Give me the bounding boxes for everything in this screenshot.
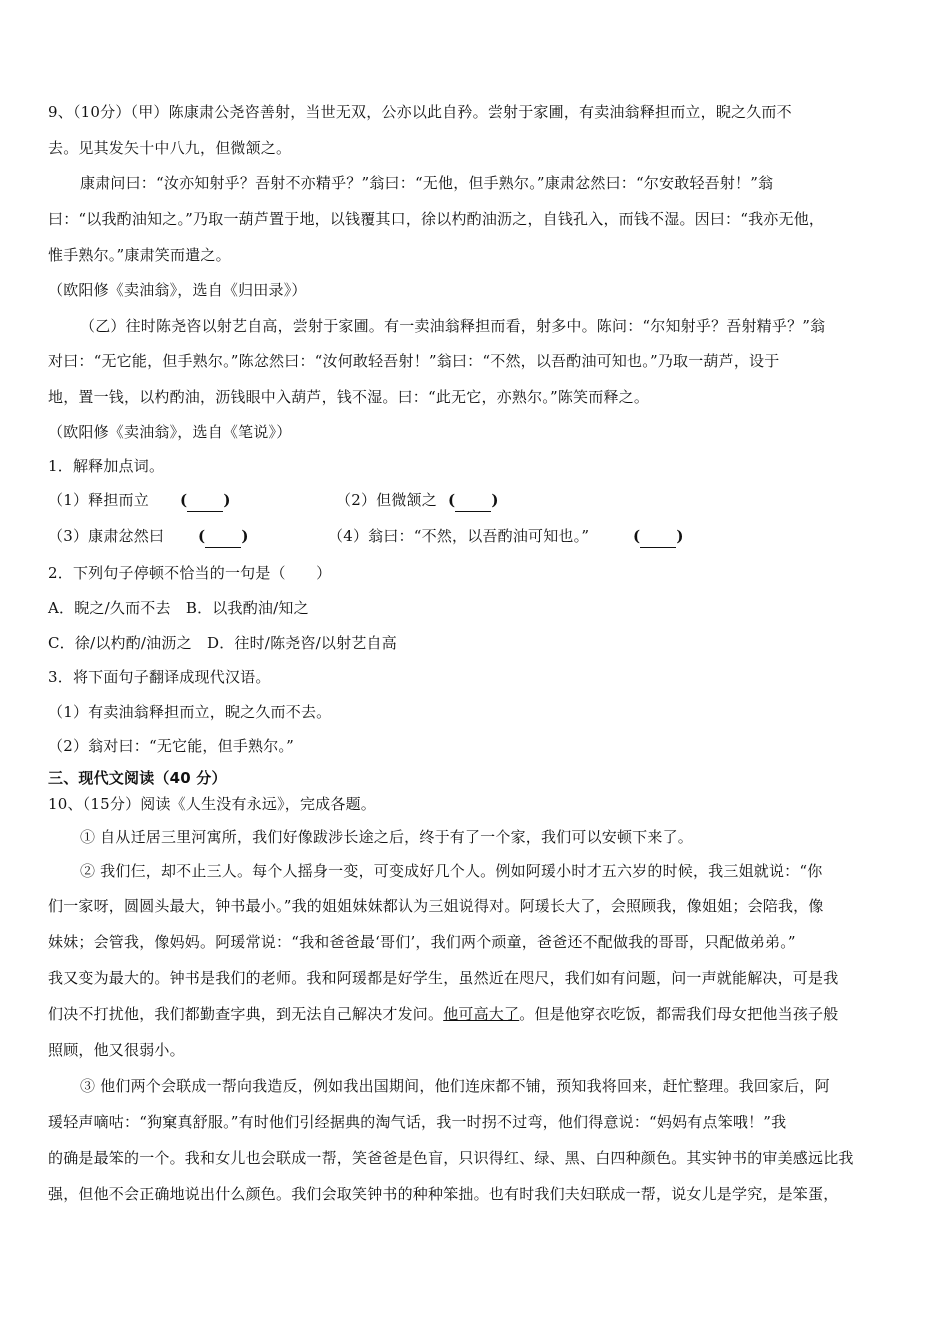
q10-paragraph2-line6: 照顾，他又很弱小。 — [48, 1041, 185, 1059]
q10-paragraph3-line3: 的确是最笨的一个。我和女儿也会联成一帮，笑爸爸是色盲，只识得红、绿、黑、白四种颜色。其实钟书的审美感远比我 — [48, 1149, 854, 1167]
q10-paragraph3-line4: 强，但他不会正确地说出什么颜色。我们会取笑钟书的种种笨拙。也有时我们夫妇联成一帮，说女儿是学究，是笨蛋， — [48, 1185, 839, 1203]
q9-paragraph2-line3: 惟手熟尔。”康肃笑而遣之。 — [48, 246, 231, 264]
q10-paragraph2-line4: 我又变为最大的。钟书是我们的老师。我和阿瑗都是好学生，虽然近在咫尺，我们如有问题，问一声就能解决，可是我 — [48, 969, 839, 987]
question-1-title: 1．解释加点词。 — [48, 457, 165, 475]
source-note-1: （欧阳修《卖油翁》，选自《归田录》） — [48, 281, 307, 299]
q9-yi-line2: 对曰：“无它能，但手熟尔。”陈忿然曰：“汝何敢轻吾射！”翁曰：“不然，以吾酌油可知也。”乃取一葫芦，设于 — [48, 352, 780, 370]
question-2-title: 2．下列句子停顿不恰当的一句是（ ） — [48, 564, 332, 582]
q10-intro: 10、（15分）阅读《人生没有永远》，完成各题。 — [48, 795, 376, 813]
question-3-item-2: （2）翁对曰：“无它能，但手熟尔。” — [48, 737, 294, 755]
q10-paragraph2-line2: 们一家呀，圆圆头最大，钟书最小。”我的姐姐妹妹都认为三姐说得对。阿瑗长大了，会照顾我，像姐姐；会陪我，像 — [48, 897, 824, 915]
section-3-heading: 三、现代文阅读（40 分） — [48, 769, 227, 787]
q1-item-1: （1）释担而立 — [48, 491, 149, 509]
q9-intro-line2: 去。见其发矢十中八九，但微颔之。 — [48, 139, 292, 157]
question-2-options-ab: A．睨之/久而不去 B．以我酌油/知之 — [48, 599, 309, 617]
q9-paragraph2-line2: 曰：“以我酌油知之。”乃取一葫芦置于地，以钱覆其口，徐以杓酌油沥之，自钱孔入，而钱不湿。因曰：“我亦无他， — [48, 210, 825, 228]
q9-paragraph2-line1: 康肃问曰：“汝亦知射乎？吾射不亦精乎？”翁曰：“无他，但手熟尔。”康肃忿然曰：“尔安敢轻吾射！”翁 — [80, 174, 774, 192]
q1-item-2: （2）但微颔之 — [336, 491, 437, 509]
q1-blank-1[interactable]: ( ) — [180, 489, 231, 512]
q10-paragraph3-line2: 瑗轻声嘀咕：“狗窠真舒服。”有时他们引经据典的淘气话，我一时拐不过弯，他们得意说：“妈妈有点笨哦！”我 — [48, 1113, 787, 1131]
q1-blank-2[interactable]: ( ) — [448, 489, 499, 512]
q1-blank-4[interactable]: ( ) — [633, 525, 684, 548]
q1-blank-3[interactable]: ( ) — [198, 525, 249, 548]
q10-paragraph2-line3: 妹妹；会管我，像妈妈。阿瑗常说：“我和爸爸最‘哥们’，我们两个顽童，爸爸还不配做我的哥哥，只配做弟弟。” — [48, 933, 796, 951]
q10-paragraph2-line1: ② 我们仨，却不止三人。每个人摇身一变，可变成好几个人。例如阿瑗小时才五六岁的时候，我三姐就说：“你 — [80, 862, 823, 880]
q9-intro-line1: 9、（10分）（甲）陈康肃公尧咨善射，当世无双，公亦以此自矜。尝射于家圃，有卖油翁释担而立，睨之久而不 — [48, 103, 792, 121]
q9-yi-line1: （乙）往时陈尧咨以射艺自高，尝射于家圃。有一卖油翁释担而看，射多中。陈问：“尔知射乎？吾射精乎？”翁 — [80, 317, 826, 335]
underlined-phrase: 他可高大了 — [443, 1005, 520, 1023]
q9-yi-line3: 地，置一钱，以杓酌油，沥钱眼中入葫芦，钱不湿。曰：“此无它，亦熟尔。”陈笑而释之。 — [48, 388, 650, 406]
q1-item-4: （4）翁曰：“不然，以吾酌油可知也。” — [328, 527, 590, 545]
question-3-title: 3．将下面句子翻译成现代汉语。 — [48, 668, 271, 686]
source-note-2: （欧阳修《卖油翁》，选自《笔说》） — [48, 423, 292, 441]
q10-paragraph1: ① 自从迁居三里河寓所，我们好像跋涉长途之后，终于有了一个家，我们可以安顿下来了。 — [80, 828, 693, 846]
q1-item-3: （3）康肃忿然曰 — [48, 527, 165, 545]
question-2-options-cd: C．徐/以杓酌/油沥之 D．往时/陈尧咨/以射艺自高 — [48, 634, 397, 652]
q10-paragraph3-line1: ③ 他们两个会联成一帮向我造反，例如我出国期间，他们连床都不铺，预知我将回来，赶忙整理。我回家后，阿 — [80, 1077, 830, 1095]
q10-paragraph2-line5: 们决不打扰他，我们都勤查字典，到无法自己解决才发问。他可高大了。但是他穿衣吃饭，都需我们母女把他当孩子般 — [48, 1005, 839, 1023]
question-3-item-1: （1）有卖油翁释担而立，睨之久而不去。 — [48, 703, 332, 721]
